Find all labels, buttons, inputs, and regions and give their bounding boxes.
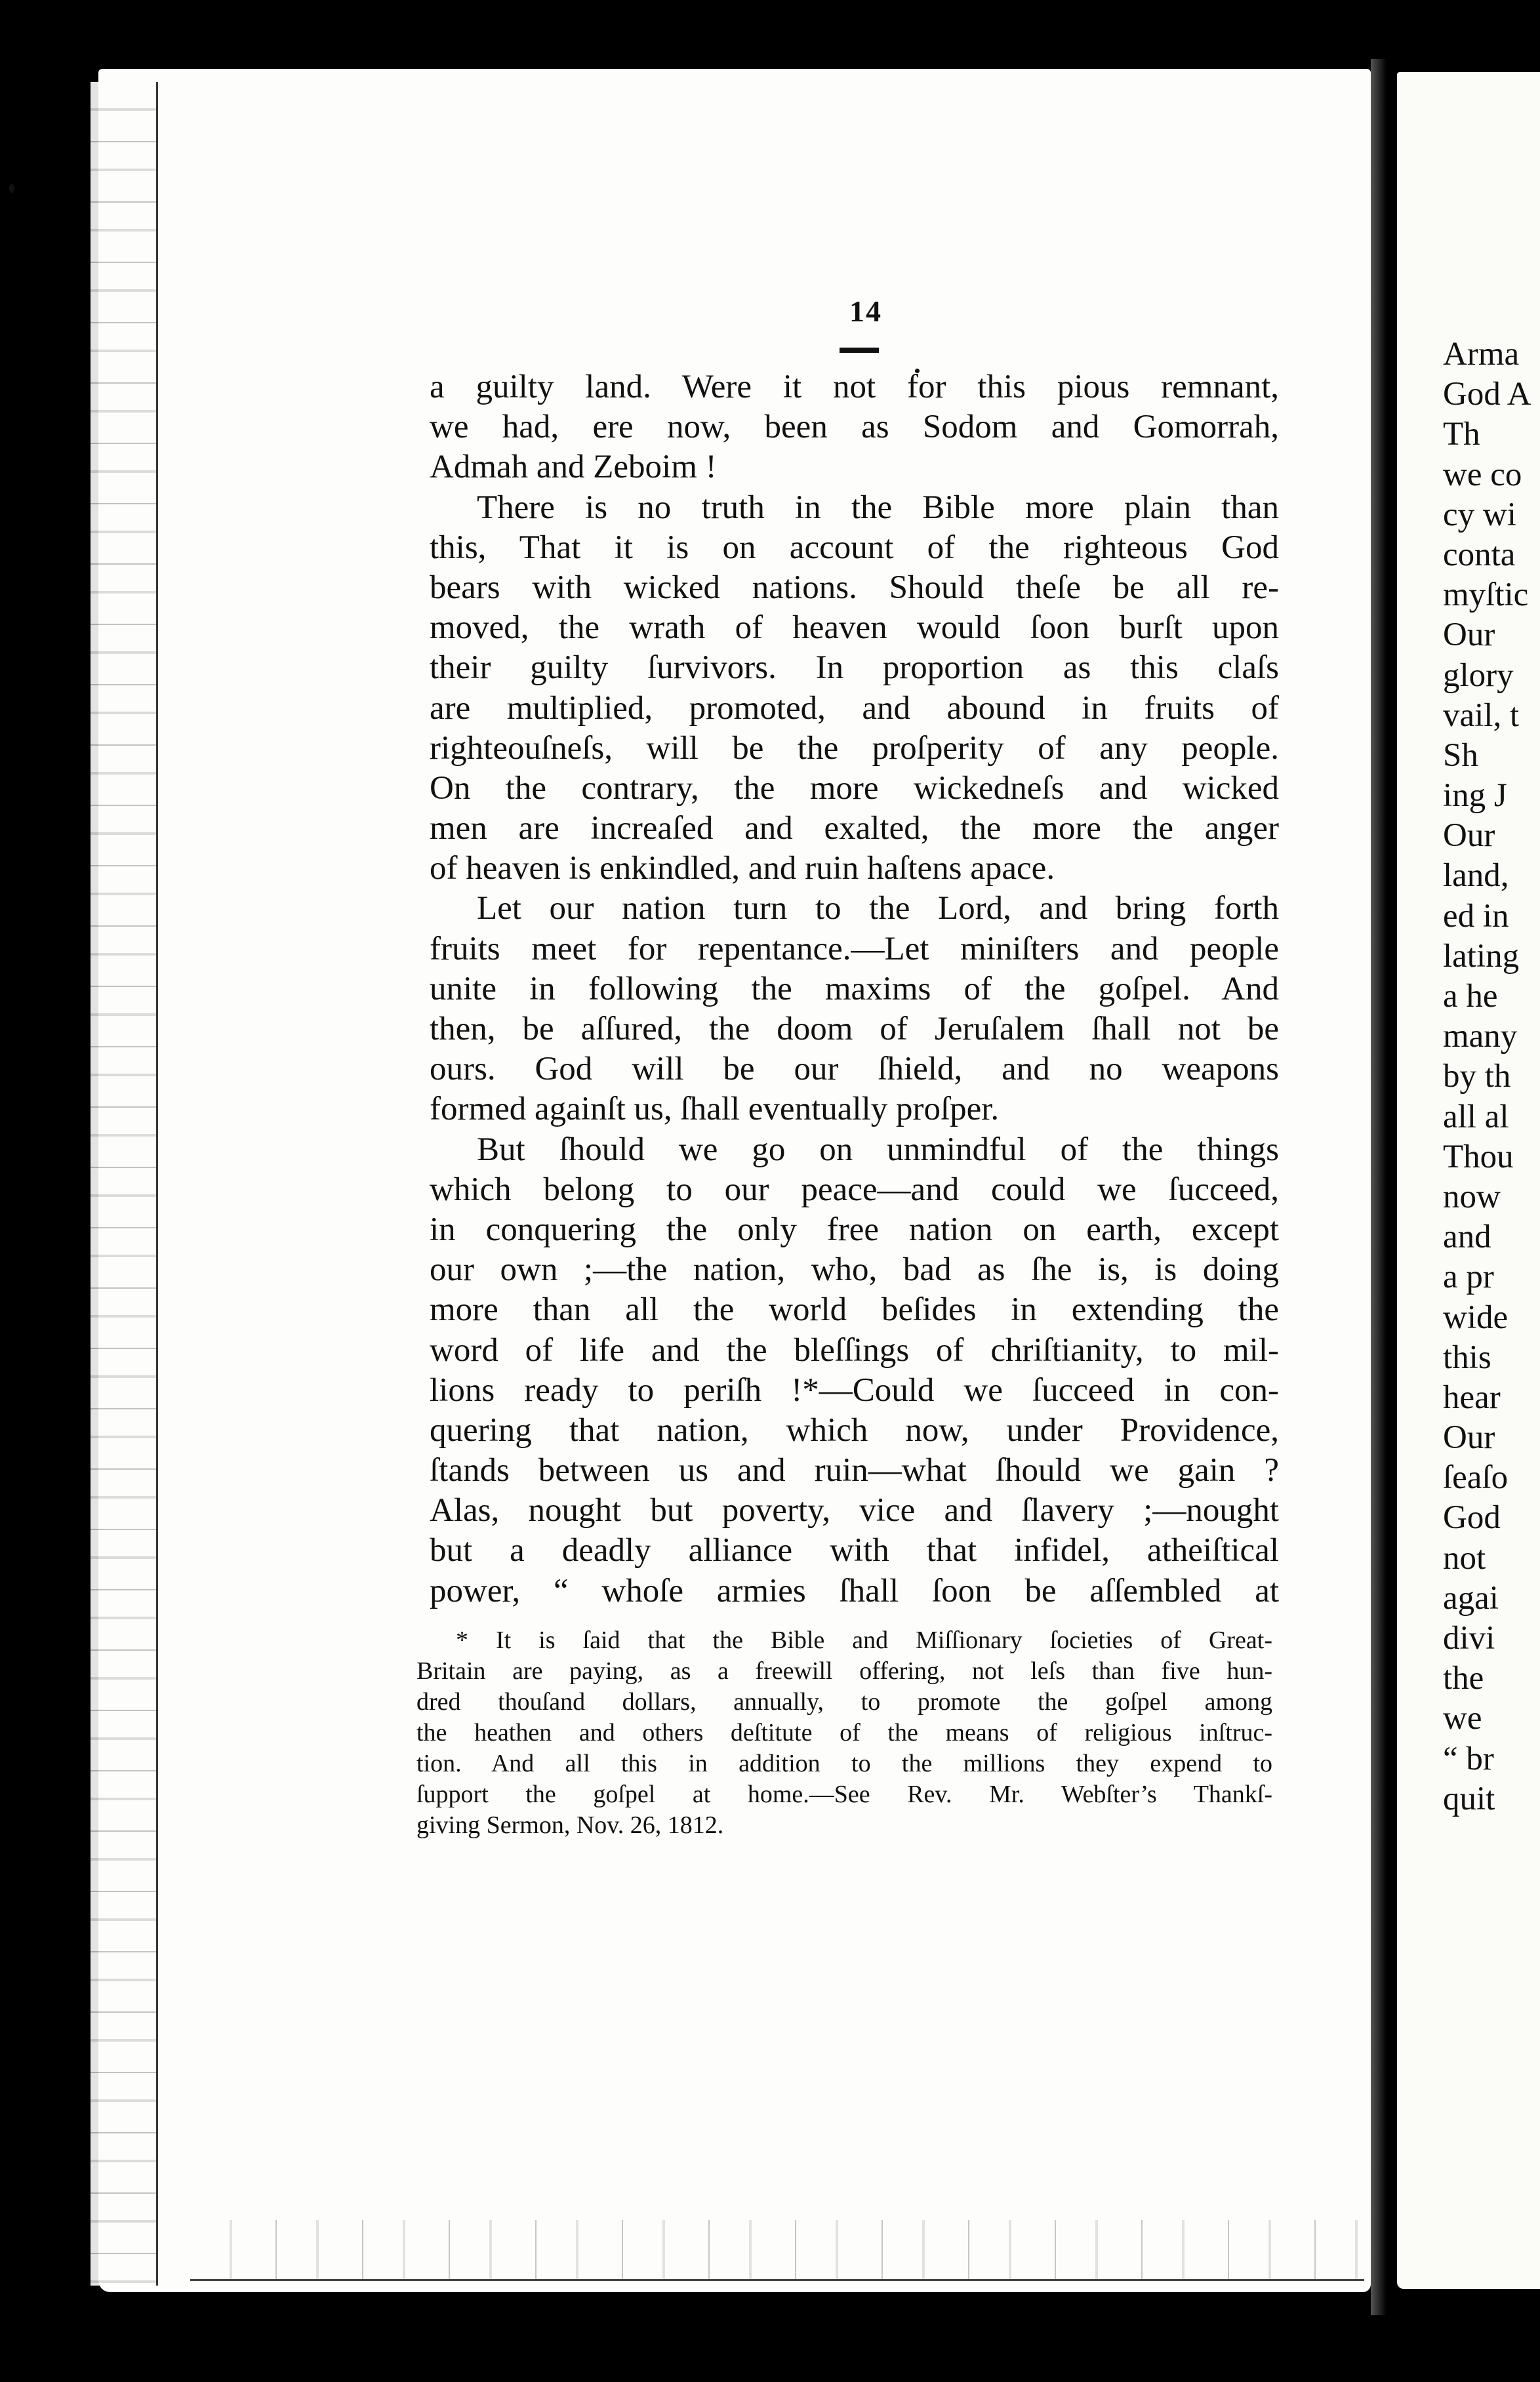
text-line: formed againſt us, ſhall eventually proſper. bbox=[430, 1091, 1000, 1128]
next-page-line-fragment: divi bbox=[1443, 1620, 1495, 1657]
text-line: of heaven is enkindled, and ruin haſtens apace. bbox=[430, 850, 1055, 887]
next-page-line-fragment: many bbox=[1443, 1018, 1518, 1055]
next-page-line-fragment: now bbox=[1443, 1178, 1501, 1215]
next-page-line-fragment: we co bbox=[1443, 456, 1522, 493]
next-page-line-fragment: this bbox=[1443, 1339, 1491, 1376]
text-line: There is no truth in the Bible more plain than bbox=[477, 489, 1279, 526]
body-text bbox=[430, 367, 1279, 1611]
text-line: a guilty land. Were it not for this pious remnant, bbox=[430, 369, 1279, 405]
footnote-line: ſupport the goſpel at home.—See Rev. Mr. Webſter’s Thankſ- bbox=[416, 1781, 1272, 1808]
text-line: power, “ whoſe armies ſhall ſoon be aſſembled at bbox=[430, 1572, 1279, 1609]
text-line: our own ;—the nation, who, bad as ſhe is, is doing bbox=[430, 1251, 1279, 1289]
text-line: righteouſneſs, will be the proſperity of any people. bbox=[430, 729, 1279, 767]
footnote-line: * It is ſaid that the Bible and Miſſionary ſocieties of Great- bbox=[456, 1626, 1272, 1654]
next-page-line-fragment: myſtic bbox=[1443, 576, 1529, 614]
next-page-line-fragment: conta bbox=[1443, 536, 1516, 573]
footnote bbox=[416, 1625, 1272, 1841]
text-line: quering that nation, which now, under Providence, bbox=[430, 1411, 1279, 1449]
page-bottom-edge bbox=[190, 2220, 1364, 2281]
text-line: which belong to our peace—and could we ſucceed, bbox=[430, 1171, 1279, 1208]
next-page-line-fragment: a pr bbox=[1443, 1259, 1494, 1296]
next-page-line-fragment: vail, t bbox=[1443, 696, 1520, 734]
ink-speck bbox=[9, 184, 14, 193]
next-page-line-fragment: glory bbox=[1443, 656, 1514, 694]
text-line: more than all the world beſides in extending the bbox=[430, 1291, 1279, 1329]
next-page-line-fragment: Arma bbox=[1443, 336, 1520, 373]
book-gutter bbox=[1371, 59, 1397, 2315]
text-line: Admah and Zeboim ! bbox=[430, 449, 717, 486]
page-number-rule bbox=[840, 348, 879, 353]
text-line: we had, ere now, been as Sodom and Gomorrah, bbox=[430, 409, 1279, 446]
next-page-line-fragment: wide bbox=[1443, 1299, 1509, 1336]
next-page-line-fragment: cy wi bbox=[1443, 496, 1516, 533]
next-page-line-fragment: God A bbox=[1443, 376, 1531, 413]
next-page-line-fragment: by th bbox=[1443, 1058, 1511, 1095]
next-page-line-fragment: Our bbox=[1443, 616, 1495, 654]
next-page-line-fragment: a he bbox=[1443, 978, 1498, 1015]
next-page-line-fragment: quit bbox=[1443, 1780, 1495, 1817]
text-line: this, That it is on account of the righteous God bbox=[430, 529, 1279, 566]
next-page-line-fragment: Thou bbox=[1443, 1138, 1514, 1175]
next-page-line-fragment: agai bbox=[1443, 1579, 1499, 1617]
footnote-line: tion. And all this in addition to the millions they expend to bbox=[416, 1750, 1272, 1777]
text-line: But ſhould we go on unmindful of the things bbox=[477, 1131, 1279, 1168]
text-line: bears with wicked nations. Should theſe be all re- bbox=[430, 569, 1279, 606]
next-page-line-fragment: land, bbox=[1443, 857, 1509, 895]
text-line: but a deadly alliance with that infidel, atheiſtical bbox=[430, 1532, 1279, 1569]
text-line: are multiplied, promoted, and abound in fruits of bbox=[430, 689, 1279, 727]
next-page-line-fragment: ed in bbox=[1443, 897, 1509, 935]
next-page-line-fragment: hear bbox=[1443, 1379, 1501, 1416]
next-page-line-fragment: “ br bbox=[1443, 1740, 1494, 1777]
text-line: lions ready to periſh !*—Could we ſucceed in con- bbox=[430, 1371, 1279, 1409]
next-page-line-fragment: we bbox=[1443, 1700, 1482, 1737]
next-page-line-fragment: ing J bbox=[1443, 777, 1507, 815]
text-line: moved, the wrath of heaven would ſoon burſt upon bbox=[430, 609, 1279, 647]
footnote-line: Britain are paying, as a freewill offering, not leſs than five hun- bbox=[416, 1657, 1272, 1685]
next-page-line-fragment: not bbox=[1443, 1539, 1486, 1577]
next-page-line-fragment: all al bbox=[1443, 1098, 1509, 1135]
footnote-line: dred thouſand dollars, annually, to promote the goſpel among bbox=[416, 1688, 1272, 1716]
text-line: On the contrary, the more wickedneſs and wicked bbox=[430, 769, 1279, 807]
next-page-line-fragment: lating bbox=[1443, 937, 1520, 975]
footnote-line: giving Sermon, Nov. 26, 1812. bbox=[416, 1811, 724, 1839]
text-line: in conquering the only free nation on earth, except bbox=[430, 1211, 1279, 1248]
next-page-line-fragment: Sh bbox=[1443, 737, 1478, 774]
next-page-line-fragment: ſeaſo bbox=[1443, 1459, 1509, 1497]
next-page-line-fragment: and bbox=[1443, 1219, 1491, 1256]
text-line: then, be aſſured, the doom of Jeruſalem ſhall not be bbox=[430, 1011, 1279, 1047]
footnote-line: the heathen and others deſtitute of the means of religious inſtruc- bbox=[416, 1719, 1272, 1746]
next-page-line-fragment: Our bbox=[1443, 817, 1495, 855]
next-page-fragments bbox=[1443, 334, 1540, 1819]
text-line: their guilty ſurvivors. In proportion as this claſs bbox=[430, 649, 1279, 687]
text-line: ours. God will be our ſhield, and no weapons bbox=[430, 1051, 1279, 1088]
next-page-line-fragment: Our bbox=[1443, 1419, 1495, 1457]
text-line: fruits meet for repentance.—Let miniſters and people bbox=[430, 930, 1279, 967]
text-line: word of life and the bleſſings of chriſtianity, to mil- bbox=[430, 1331, 1279, 1369]
next-page-line-fragment: God bbox=[1443, 1499, 1501, 1537]
text-line: Alas, nought but poverty, vice and ſlavery ;—nought bbox=[430, 1492, 1279, 1529]
text-line: unite in following the maxims of the goſpel. And bbox=[430, 970, 1279, 1007]
next-page-line-fragment: the bbox=[1443, 1660, 1484, 1697]
page-number: 14 bbox=[849, 294, 882, 328]
text-line: men are increaſed and exalted, the more the anger bbox=[430, 810, 1279, 847]
text-line: ſtands between us and ruin—what ſhould we gain ? bbox=[430, 1452, 1279, 1489]
text-line: Let our nation turn to the Lord, and bring forth bbox=[477, 890, 1279, 927]
next-page-line-fragment: Th bbox=[1443, 416, 1480, 453]
